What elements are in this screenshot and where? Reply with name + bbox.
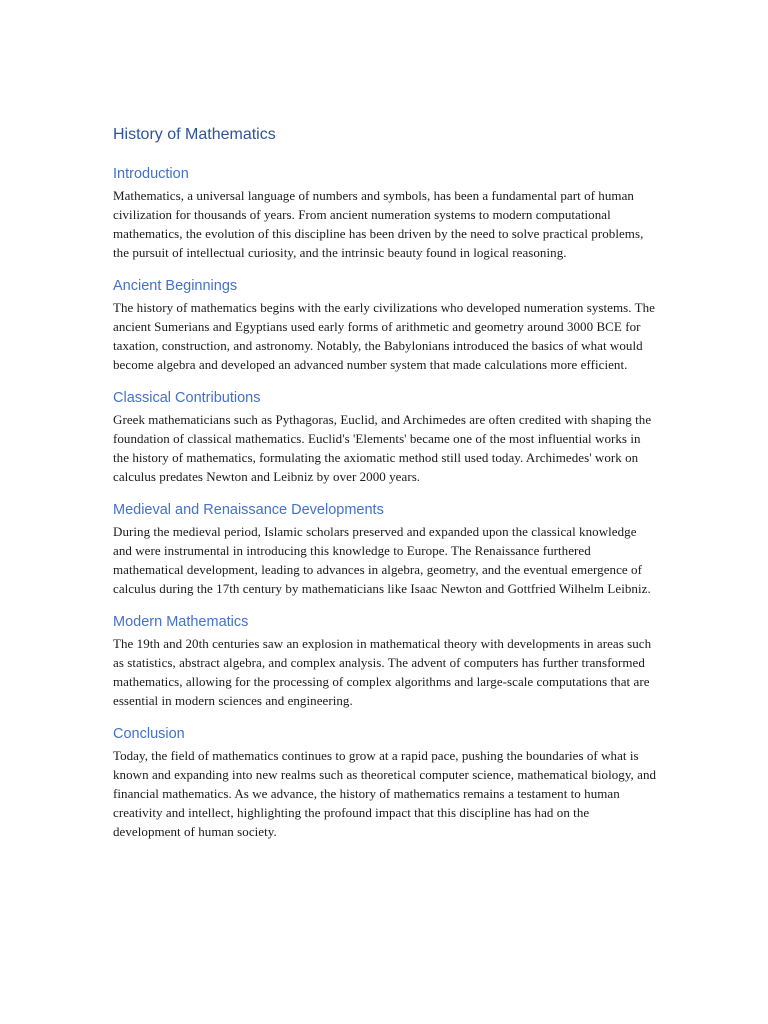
- section-medieval-renaissance: [113, 500, 658, 598]
- section-ancient-beginnings: [113, 276, 658, 374]
- section-paragraph: The 19th and 20th centuries saw an explosion in mathematical theory with developments in areas such as statistics, abstract algebra, and complex analysis. The advent of computers has further transformed mathematics, allowing for the processing of complex algorithms and large-scale computations that are essential in modern sciences and engineering.: [113, 636, 652, 708]
- document-page: [113, 123, 658, 855]
- section-paragraph: During the medieval period, Islamic scholars preserved and expanded upon the classical knowledge and were instrumental in introducing this knowledge to Europe. The Renaissance furthered mathematical development, leading to advances in algebra, geometry, and the eventual emergence of calculus during the 17th century by mathematicians like Isaac Newton and Gottfried Wilhelm Leibniz.: [113, 524, 651, 596]
- section-heading: Classical Contributions: [113, 390, 261, 406]
- section-heading: Modern Mathematics: [113, 614, 249, 630]
- section-heading: Conclusion: [113, 726, 185, 742]
- section-classical-contributions: [113, 388, 658, 486]
- section-conclusion: [113, 724, 658, 841]
- section-modern-mathematics: [113, 612, 658, 710]
- section-heading: Ancient Beginnings: [113, 278, 238, 294]
- section-paragraph: Today, the field of mathematics continues to grow at a rapid pace, pushing the boundaries of what is known and expanding into new realms such as theoretical computer science, mathematical biology, and financial mathematics. As we advance, the history of mathematics remains a testament to human creativity and intellect, highlighting the profound impact that this discipline has had on the development of human society.: [113, 748, 657, 839]
- section-heading: Medieval and Renaissance Developments: [113, 502, 384, 518]
- section-heading: Introduction: [113, 166, 189, 182]
- section-paragraph: The history of mathematics begins with the early civilizations who developed numeration systems. The ancient Sumerians and Egyptians used early forms of arithmetic and geometry around 3000 BCE for taxation, construction, and astronomy. Notably, the Babylonians introduced the basics of what would become algebra and developed an advanced number system that made calculations more efficient.: [113, 300, 655, 372]
- section-paragraph: Greek mathematicians such as Pythagoras, Euclid, and Archimedes are often credited with shaping the foundation of classical mathematics. Euclid's 'Elements' became one of the most influential works in the history of mathematics, formulating the axiomatic method still used today. Archimedes' work on calculus predates Newton and Leibniz by over 2000 years.: [113, 412, 652, 484]
- section-introduction: [113, 164, 658, 262]
- document-title: History of Mathematics: [113, 126, 276, 143]
- section-paragraph: Mathematics, a universal language of numbers and symbols, has been a fundamental part of human civilization for thousands of years. From ancient numeration systems to modern computational mathematics, the evolution of this discipline has been driven by the need to solve practical problems, the pursuit of intellectual curiosity, and the intrinsic beauty found in logical reasoning.: [113, 188, 644, 260]
